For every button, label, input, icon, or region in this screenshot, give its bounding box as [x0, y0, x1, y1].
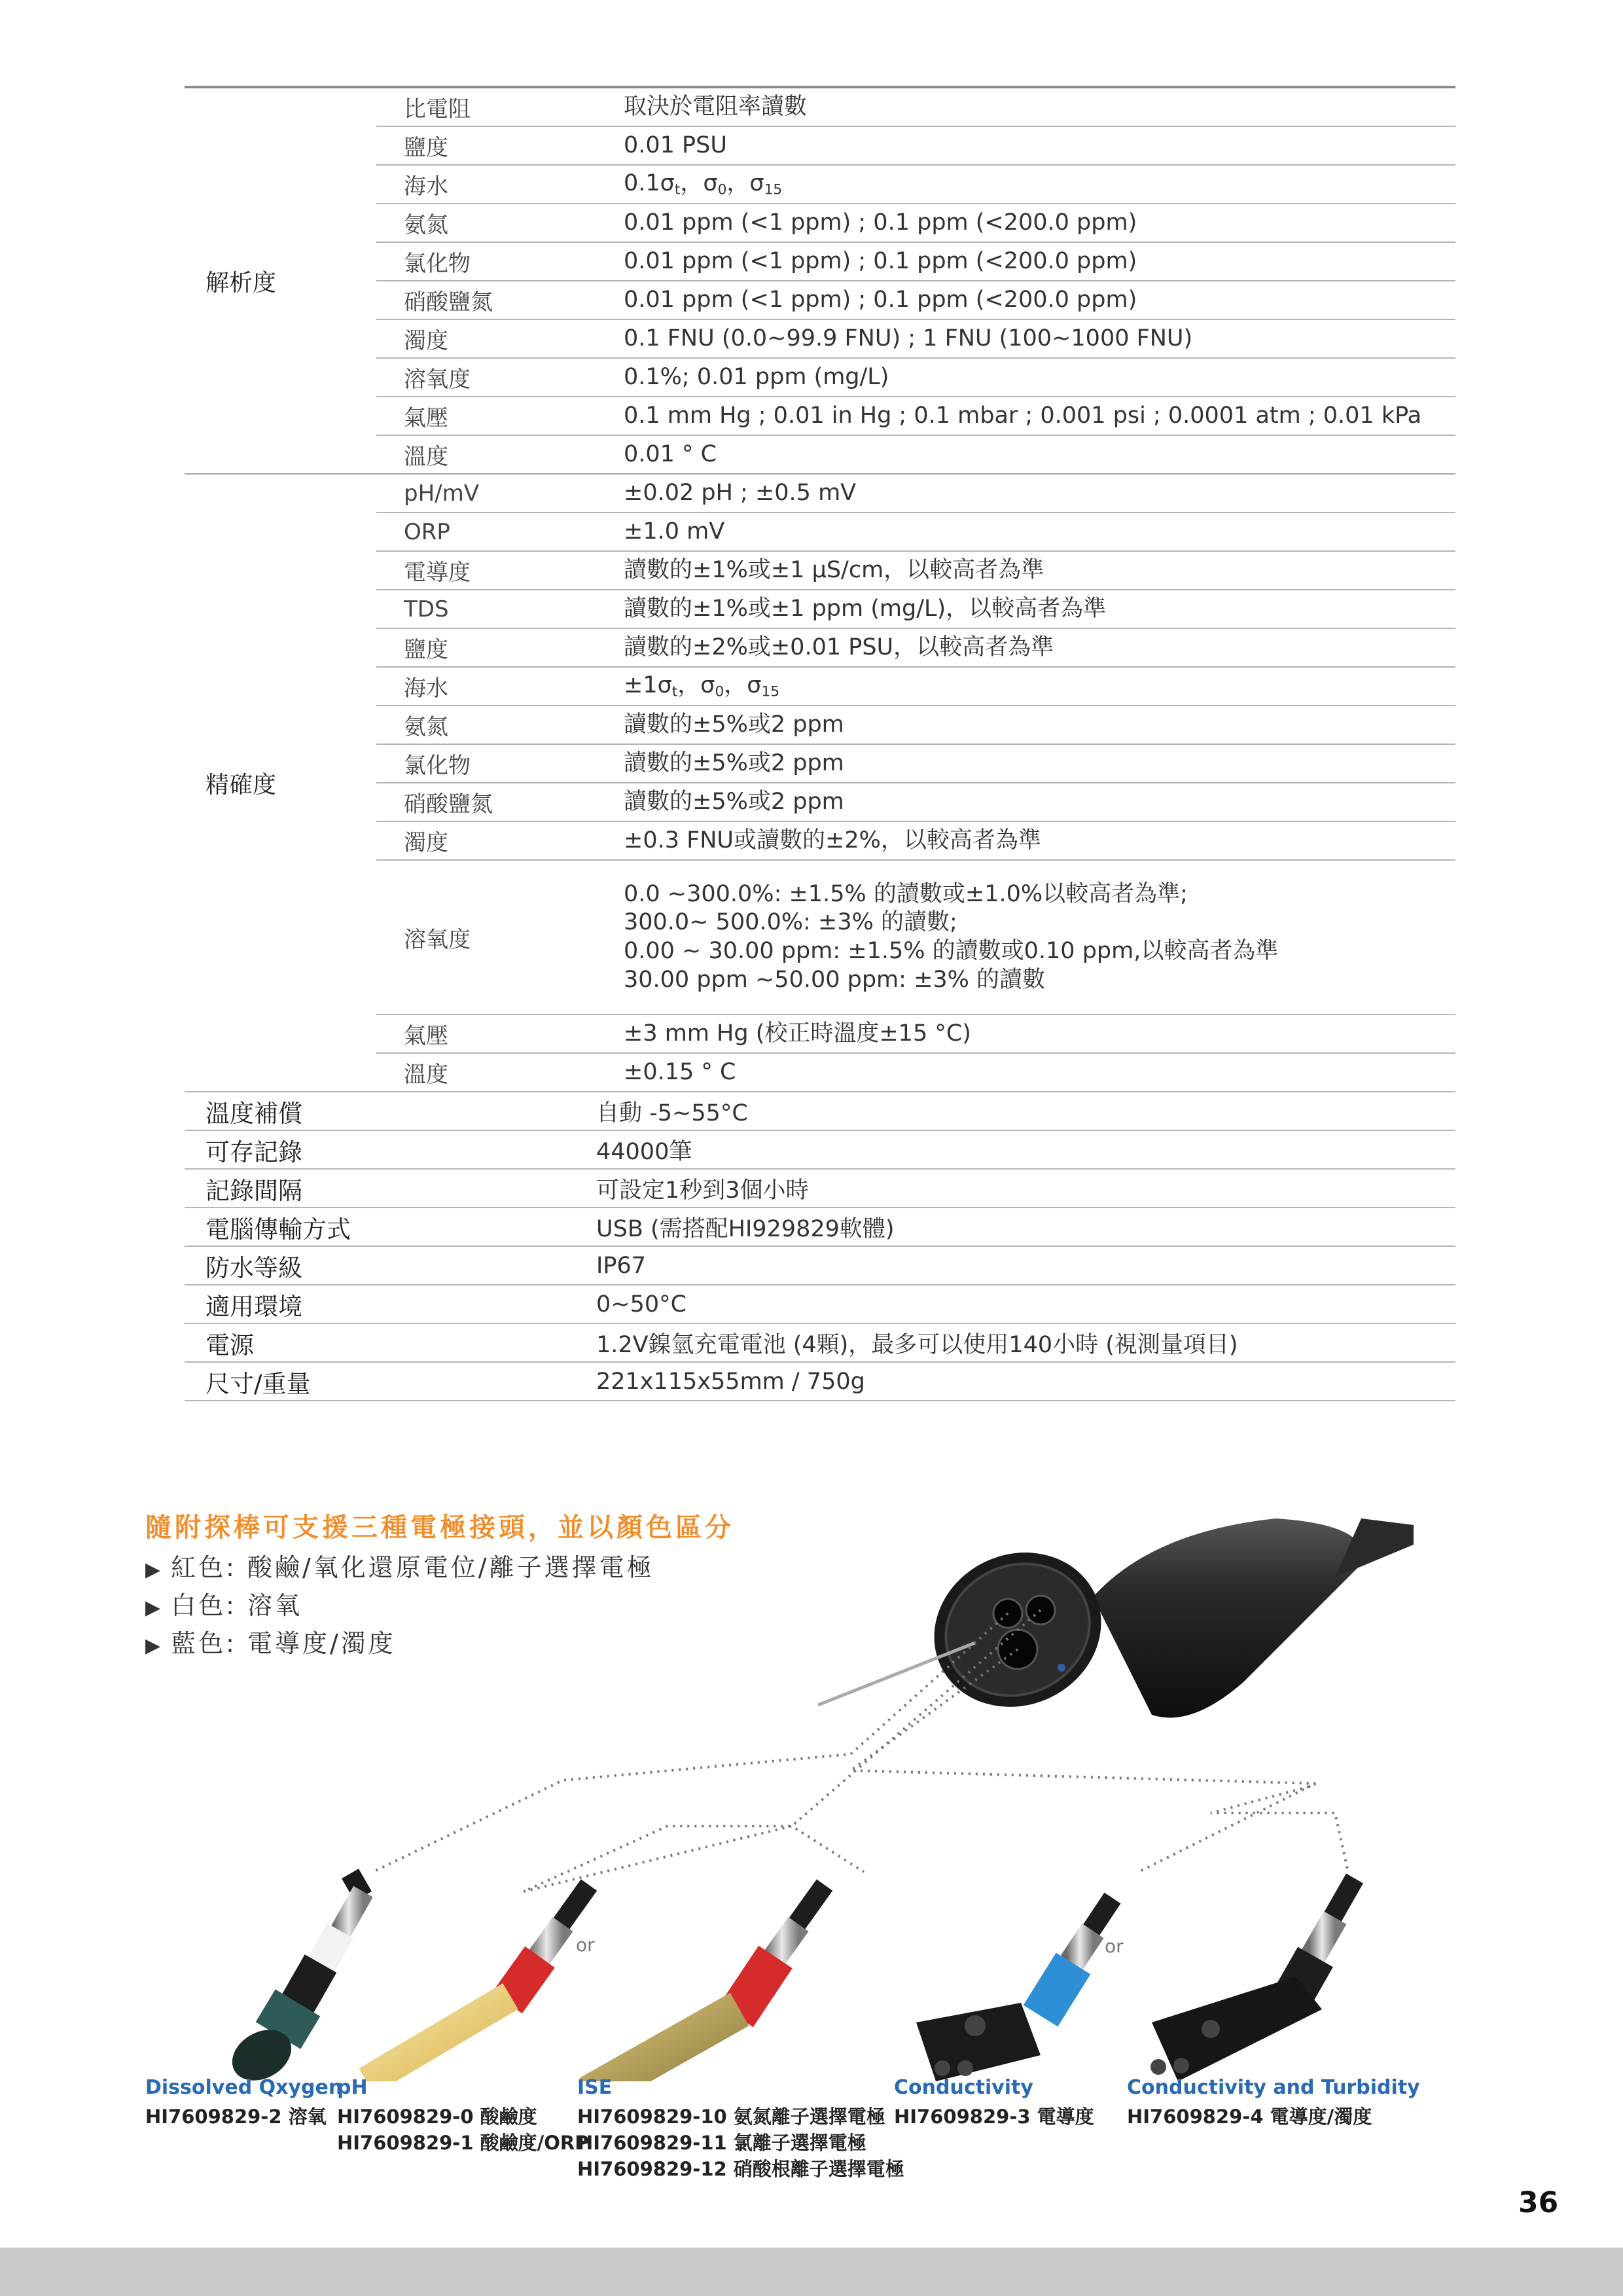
- probe-code: HI7609829-1 酸鹼度/ORP: [337, 2132, 589, 2154]
- ise-probe: [589, 1885, 825, 2081]
- table-row: 海水 $\pm 1\sigma_t$，$\sigma_0$，$\sigma_{15}$: [376, 666, 1455, 705]
- table-row: 電源 1.2V鎳氫充電電池 (4顆)，最多可以使用140小時 (視測量項目): [185, 1323, 1455, 1361]
- table-row: 硝酸鹽氮 0.01 ppm (<1 ppm) ; 0.1 ppm (<200.0 ppm): [376, 280, 1455, 319]
- table-row: 溫度 ±0.15 ° C: [376, 1052, 1455, 1091]
- table-row: 氯化物 0.01 ppm (<1 ppm) ; 0.1 ppm (<200.0 ppm): [376, 242, 1455, 280]
- table-row: 溶氧度 0.1%; 0.01 ppm (mg/L): [376, 357, 1455, 396]
- resolution-group: [185, 88, 1455, 473]
- table-row: 濁度 0.1 FNU (0.0~99.9 FNU) ; 1 FNU (100~1000 FNU): [376, 319, 1455, 357]
- table-row: 適用環境 0~50°C: [185, 1284, 1455, 1323]
- seawater-resolution-value: $0.1\sigma_t$，$\sigma_0$，$\sigma_{15}$: [624, 170, 783, 198]
- table-row: 防水等級 IP67: [185, 1246, 1455, 1284]
- probe-label-conductivity-turbidity: Conductivity and Turbidity: [1127, 2076, 1420, 2099]
- do-accuracy-lines: 0.0 ~300.0%: ±1.5% 的讀數或±1.0%以較高者為準; 300.0~ 500.0%: ±3% 的讀數; 0.00 ~ 30.00 ppm: ±1.5% 的讀數或0.10 ppm,以較高者為準 30.00 ppm ~50.00 ppm: ±3% 的讀數: [624, 880, 1279, 993]
- table-row: 電導度 讀數的±1%或±1 μS/cm，以較高者為準: [376, 550, 1455, 589]
- table-row: 尺寸/重量 221x115x55mm / 750g: [185, 1361, 1455, 1400]
- page-number: 36: [1518, 2186, 1559, 2219]
- table-row: 記錄間隔 可設定1秒到3個小時: [185, 1168, 1455, 1207]
- probe-code: HI7609829-3 電導度: [894, 2106, 1094, 2128]
- probe-code: HI7609829-0 酸鹼度: [337, 2106, 537, 2128]
- table-row: 溫度補償 自動 -5~55°C: [185, 1091, 1455, 1130]
- seawater-accuracy-value: $\pm 1\sigma_t$，$\sigma_0$，$\sigma_{15}$: [624, 672, 780, 700]
- table-row: 電腦傳輸方式 USB (需搭配HI929829軟體): [185, 1207, 1455, 1246]
- footer-bar: [0, 2248, 1623, 2296]
- table-row: ORP ±1.0 mV: [376, 512, 1455, 550]
- ph-probe: [366, 1885, 589, 2081]
- probe-code: HI7609829-11 氯離子選擇電極: [577, 2132, 866, 2154]
- probe-illustration: [131, 1505, 1479, 2081]
- table-bottom-rule: [185, 1400, 1455, 1401]
- probe-label-conductivity: Conductivity: [894, 2076, 1033, 2099]
- bullet-red: ▶ 紅色: 酸鹼/氧化還原電位/離子選擇電極: [145, 1553, 654, 1582]
- connector-section-title: 隨附探棒可支援三種電極接頭，並以顏色區分: [145, 1513, 734, 1543]
- table-row: 海水 $0.1\sigma_t$，$\sigma_0$，$\sigma_{15}$: [376, 164, 1455, 203]
- bullet-blue: ▶ 藍色: 電導度/濁度: [145, 1629, 396, 1658]
- probe-label-do: Dissolved Qxygen: [145, 2076, 343, 2099]
- probe-label-ise: ISE: [577, 2076, 613, 2099]
- or-label: or: [576, 1934, 595, 1956]
- conductivity-turbidity-probe: [1150, 1878, 1355, 2081]
- probe-label-ph: pH: [337, 2076, 368, 2099]
- or-label: or: [1105, 1935, 1124, 1957]
- triangle-bullet-icon: ▶: [145, 1558, 161, 1581]
- table-row: 硝酸鹽氮 讀數的±5%或2 ppm: [376, 782, 1455, 821]
- table-row: 鹽度 0.01 PSU: [376, 126, 1455, 164]
- accuracy-category: 精確度: [205, 771, 277, 798]
- table-row: 氯化物 讀數的±5%或2 ppm: [376, 744, 1455, 782]
- conductivity-probe: [916, 1898, 1113, 2081]
- table-row: 溶氧度 0.0 ~300.0%: ±1.5% 的讀數或±1.0%以較高者為準; 300.0~ 500.0%: ±3% 的讀數; 0.00 ~ 30.00 ppm: ±1.5% 的讀數或0.10 ppm,以較高者為準 30.00 ppm ~50.00 ppm: ±3% 的讀數: [376, 859, 1455, 1014]
- probe-code: HI7609829-12 硝酸根離子選擇電極: [577, 2158, 904, 2180]
- do-probe: [223, 1869, 372, 2081]
- table-row: 濁度 ±0.3 FNU或讀數的±2%，以較高者為準: [376, 821, 1455, 859]
- table-row: pH/mV ±0.02 pH ; ±0.5 mV: [404, 479, 857, 507]
- table-row: 氣壓 ±3 mm Hg (校正時溫度±15 °C): [376, 1014, 1455, 1052]
- table-row: 可存記錄 44000筆: [185, 1130, 1455, 1168]
- probe-code: HI7609829-2 溶氧: [145, 2106, 327, 2128]
- triangle-bullet-icon: ▶: [145, 1596, 161, 1619]
- bullet-white: ▶ 白色: 溶氧: [145, 1591, 302, 1620]
- table-row: 氣壓 0.1 mm Hg ; 0.01 in Hg ; 0.1 mbar ; 0.001 psi ; 0.0001 atm ; 0.01 kPa: [376, 396, 1455, 435]
- triangle-bullet-icon: ▶: [145, 1634, 161, 1657]
- resolution-category: 解析度: [205, 269, 277, 296]
- table-row: 鹽度 讀數的±2%或±0.01 PSU，以較高者為準: [376, 628, 1455, 666]
- table-row: 氨氮 讀數的±5%或2 ppm: [376, 705, 1455, 744]
- table-row: TDS 讀數的±1%或±1 ppm (mg/L)，以較高者為準: [376, 589, 1455, 628]
- main-probe-body: [818, 1518, 1414, 1734]
- table-row: 比電阻 取決於電阻率讀數: [404, 93, 808, 122]
- spec-table: [185, 86, 1455, 1401]
- accuracy-group: [185, 473, 1455, 1091]
- probe-code: HI7609829-4 電導度/濁度: [1127, 2106, 1372, 2128]
- probe-code: HI7609829-10 氨氮離子選擇電極: [577, 2106, 885, 2128]
- table-row: 溫度 0.01 ° C: [376, 435, 1455, 473]
- table-row: 氨氮 0.01 ppm (<1 ppm) ; 0.1 ppm (<200.0 ppm): [376, 203, 1455, 242]
